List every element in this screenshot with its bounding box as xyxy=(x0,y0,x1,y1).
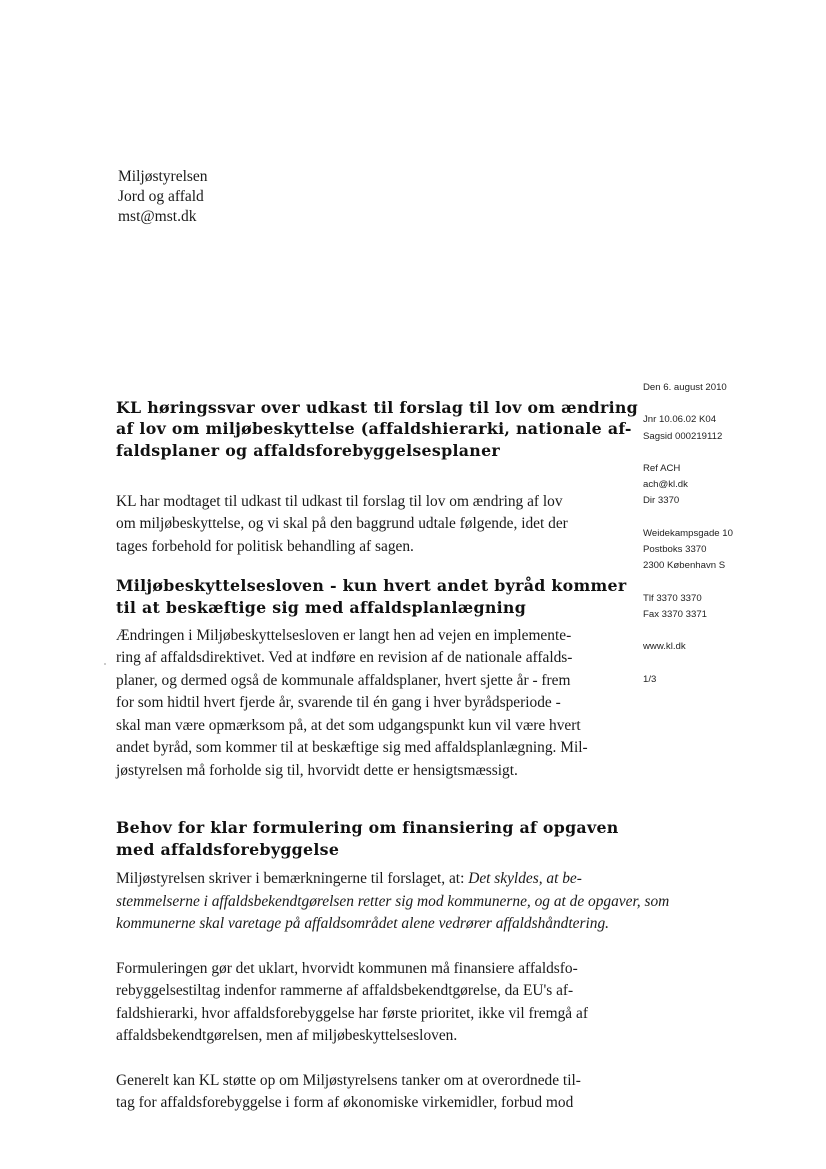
letter-date: Den 6. august 2010 xyxy=(643,382,727,393)
intro-paragraph: KL har modtaget til udkast til udkast til forslag til lov om ændring af lov om miljøbeskyttelse, og vi skal på den baggrund udtale følgende, idet der tages forbehold for politisk behandling af sagen. xyxy=(116,492,568,555)
section2-paragraph-2: Formuleringen gør det uklart, hvorvidt kommunen må finansiere affaldsfo- rebyggelsestiltag indenfor rammerne af affaldsbekendtgørelse, da EU's af- faldshierarki, hvor affaldsforebyggelse har første prioritet, ikke vil fremgå af affaldsbekendtgørelsen, men af miljøbeskyttelsesloven. xyxy=(116,959,588,1045)
section-heading-miljoebeskyttelsesloven: Miljøbeskyttelsesloven - kun hvert andet byråd kommer til at beskæftige sig med affaldsplanlægning xyxy=(116,576,627,617)
section-heading-finansiering: Behov for klar formulering om finansiering af opgaven med affaldsforebyggelse xyxy=(116,818,619,859)
street-address: Weidekampsgade 10 xyxy=(643,527,733,539)
letter-title: KL høringssvar over udkast til forslag til lov om ændring af lov om miljøbeskyttelse (affaldshierarki, nationale af- faldsplaner og affaldsforebyggelsesplaner xyxy=(116,398,639,460)
section2-quote-paragraph: Miljøstyrelsen skriver i bemærkningerne til forslaget, at: Det skyldes, at be- stemmelserne i affaldsbekendtgørelsen retter sig mod kommunerne, og at de opgaver, som kommunerne skal varetage på affaldsområdet alene vedrører affaldshåndtering. xyxy=(116,870,670,933)
case-id: Sagsid 000219112 xyxy=(643,430,723,442)
recipient-address xyxy=(118,167,208,227)
reference: Ref ACH xyxy=(643,462,681,474)
scan-speck xyxy=(104,663,106,665)
quoted-text: Det skyldes, at be- xyxy=(468,870,582,888)
direct-phone: Dir 3370 xyxy=(643,495,680,507)
website: www.kl.dk xyxy=(643,641,686,653)
journal-number: Jnr 10.06.02 K04 xyxy=(643,414,717,426)
section2-paragraph-3: Generelt kan KL støtte op om Miljøstyrelsens tanker om at overordnede til- tag for affaldsforebyggelse i form af økonomiske virkemidler, forbud mod xyxy=(116,1071,581,1112)
fax: Fax 3370 3371 xyxy=(643,608,708,620)
recipient-email: mst@mst.dk xyxy=(118,208,197,225)
page-number: 1/3 xyxy=(643,673,657,685)
letter-metadata-sidebar xyxy=(643,380,819,688)
recipient-department: Jord og affald xyxy=(118,188,204,205)
postbox: Postboks 3370 xyxy=(643,543,707,555)
telephone: Tlf 3370 3370 xyxy=(643,592,702,604)
recipient-name: Miljøstyrelsen xyxy=(118,168,208,185)
sender-email: ach@kl.dk xyxy=(643,479,688,491)
postal-city: 2300 København S xyxy=(643,560,726,572)
section1-paragraph: Ændringen i Miljøbeskyttelsesloven er langt hen ad vejen en implemente- ring af affaldsdirektivet. Ved at indføre en revision af de nationale affalds- planer, og dermed også de kommunale affaldsplaner, hvert sjette år - frem for som hidtil hvert fjerde år, svarende til én gang i hver byrådsperiode - skal man være opmærksom på, at det som udgangspunkt kun vil være hvert andet byråd, som kommer til at beskæftige sig med affaldsplanlægning. Mil- jøstyrelsen må forholde sig til, hvorvidt dette er hensigtsmæssigt. xyxy=(116,626,588,779)
